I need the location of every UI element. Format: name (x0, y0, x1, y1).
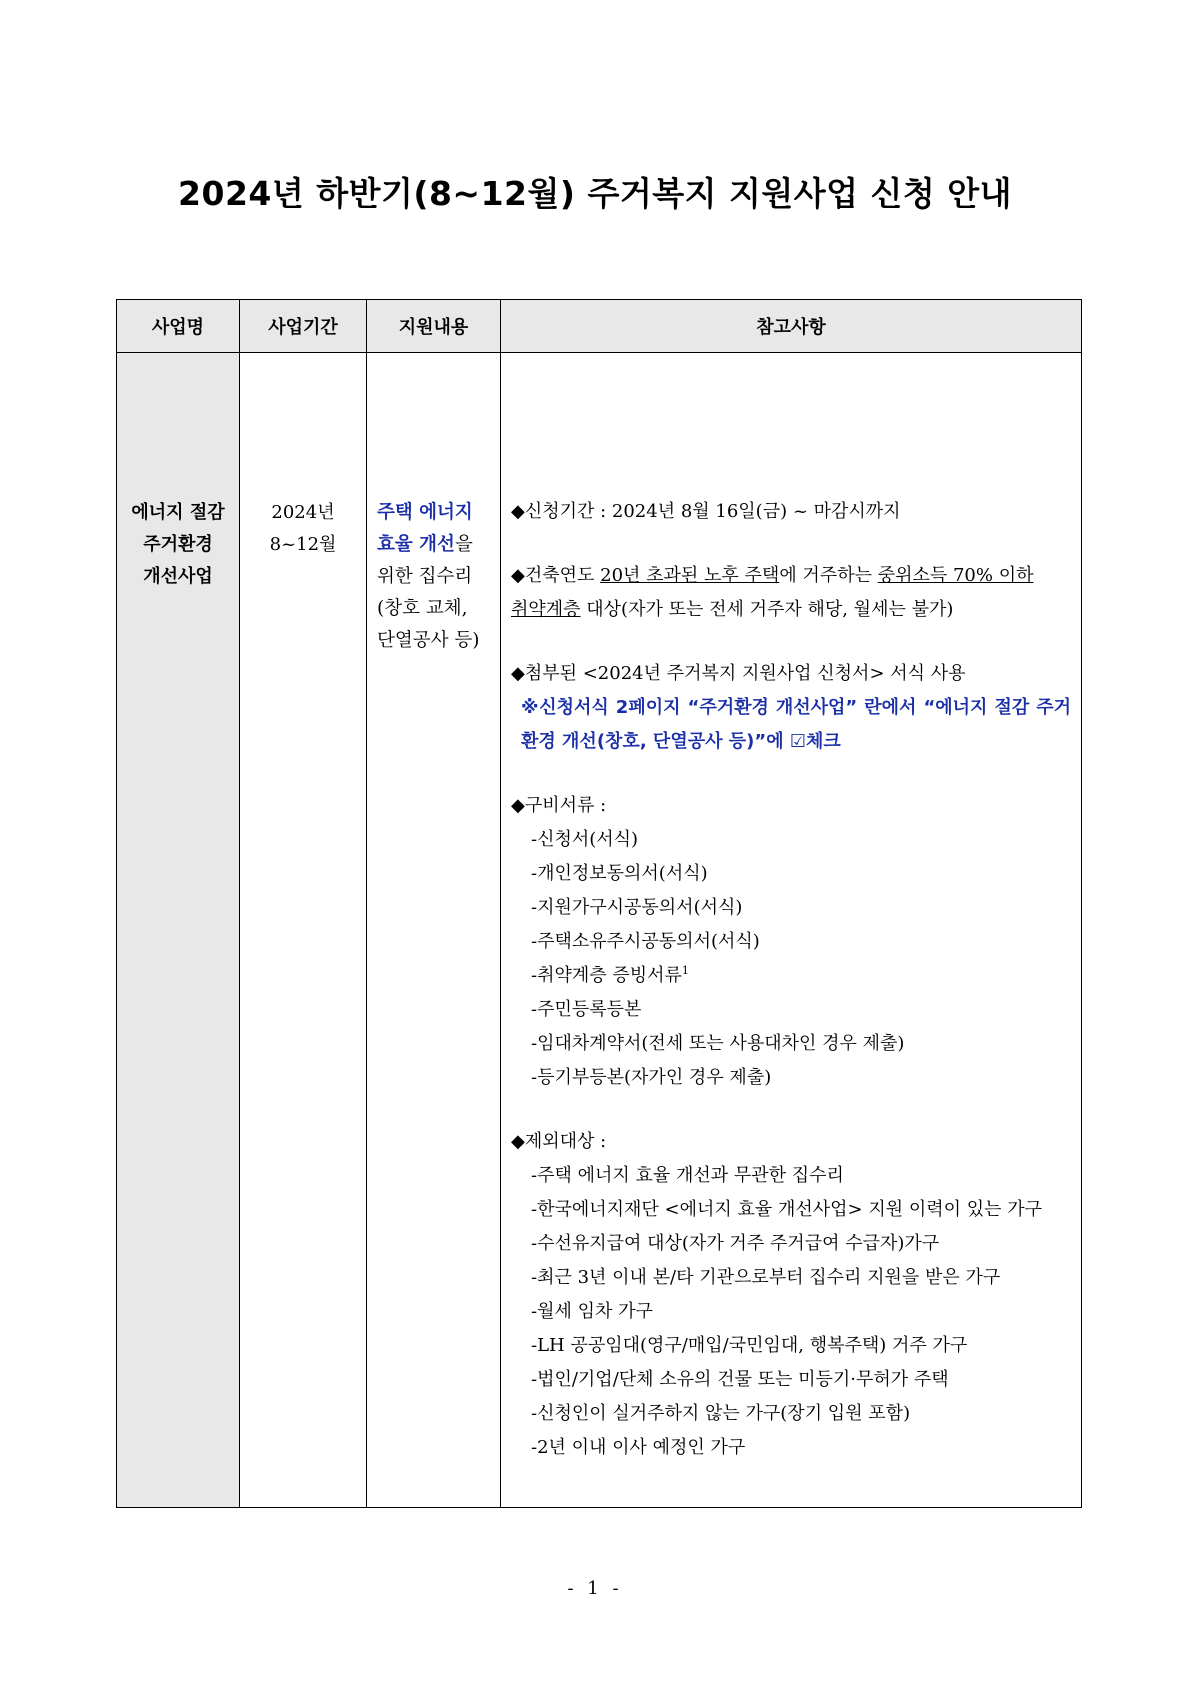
apply-period-note: ◆신청기간 : 2024년 8월 16일(금) ~ 마감시까지 (511, 501, 901, 522)
page-number: - 1 - (567, 1578, 623, 1599)
header-period: 사업기간 (240, 300, 367, 353)
support-cell (367, 353, 501, 1508)
exclusions-title: ◆제외대상 : (511, 1131, 607, 1152)
header-program-name: 사업명 (117, 300, 240, 353)
list-item: -주택소유주시공동의서(서식) (531, 931, 760, 952)
target-text: ◆건축연도 (511, 565, 601, 586)
program-name-line: 에너지 절감 (131, 502, 225, 523)
footnote-mark[interactable]: 1 (681, 964, 689, 977)
target-text: 에 거주하는 (779, 565, 878, 586)
support-highlight: 주택 에너지 (377, 502, 473, 523)
program-name-cell (117, 353, 240, 1508)
table-header-row (117, 300, 1082, 353)
list-item: -신청인이 실거주하지 않는 가구(장기 입원 포함) (531, 1403, 911, 1424)
list-item (531, 959, 1071, 993)
page-title: 2024년 하반기(8~12월) 주거복지 지원사업 신청 안내 (178, 174, 1012, 213)
support-line: 단열공사 등) (377, 630, 480, 651)
list-item-text: -취약계층 증빙서류 (531, 965, 682, 986)
list-item: -LH 공공임대(영구/매입/국민임대, 행복주택) 거주 가구 (531, 1335, 968, 1356)
header-notes: 참고사항 (501, 300, 1082, 353)
exclusions-list (511, 1159, 1071, 1465)
support-line (377, 497, 494, 529)
program-name-line: 주거환경 (143, 534, 213, 555)
list-item: -법인/기업/단체 소유의 건물 또는 미등기·무허가 주택 (531, 1369, 949, 1390)
form-check-note: ※신청서식 2페이지 “주거환경 개선사업” 란에서 “에너지 절감 주거환경 개선(창호, 단열공사 등)”에 ☑체크 (521, 697, 1071, 752)
list-item: -월세 임차 가구 (531, 1301, 653, 1322)
period-line: 8~12월 (269, 534, 337, 555)
list-item: -주민등록등본 (531, 999, 642, 1020)
period-cell (240, 353, 367, 1508)
list-item: -신청서(서식) (531, 829, 639, 850)
program-table (116, 299, 1082, 1508)
list-item: -임대차계약서(전세 또는 사용대차인 경우 제출) (531, 1033, 905, 1054)
list-item: -한국에너지재단 <에너지 효율 개선사업> 지원 이력이 있는 가구 (531, 1199, 1042, 1220)
target-underlined: 중위소득 70% 이하 (877, 565, 1034, 586)
list-item: -등기부등본(자가인 경우 제출) (531, 1067, 772, 1088)
notes-cell (501, 353, 1082, 1508)
documents-list (511, 823, 1071, 1095)
list-item: -주택 에너지 효율 개선과 무관한 집수리 (531, 1165, 844, 1186)
target-underlined: 취약계층 (511, 599, 581, 620)
header-support: 지원내용 (367, 300, 501, 353)
target-text: 대상(자가 또는 전세 거주자 해당, 월세는 불가) (580, 599, 954, 620)
target-note (511, 559, 1071, 627)
list-item: -2년 이내 이사 예정인 가구 (531, 1437, 746, 1458)
support-line: (창호 교체, (377, 598, 468, 619)
support-line: 위한 집수리 (377, 566, 473, 587)
documents-title: ◆구비서류 : (511, 795, 607, 816)
list-item: -개인정보동의서(서식) (531, 863, 708, 884)
support-line (377, 529, 494, 561)
period-line: 2024년 (271, 502, 335, 523)
target-underlined: 20년 초과된 노후 주택 (600, 565, 780, 586)
support-highlight: 효율 개선 (377, 534, 455, 555)
list-item: -지원가구시공동의서(서식) (531, 897, 743, 918)
program-name-line: 개선사업 (143, 566, 213, 587)
list-item: -최근 3년 이내 본/타 기관으로부터 집수리 지원을 받은 가구 (531, 1267, 1001, 1288)
table-row (117, 353, 1082, 1508)
form-note: ◆첨부된 <2024년 주거복지 지원사업 신청서> 서식 사용 (511, 663, 966, 684)
support-suffix: 을 (454, 534, 473, 555)
list-item: -수선유지급여 대상(자가 거주 주거급여 수급자)가구 (531, 1233, 940, 1254)
